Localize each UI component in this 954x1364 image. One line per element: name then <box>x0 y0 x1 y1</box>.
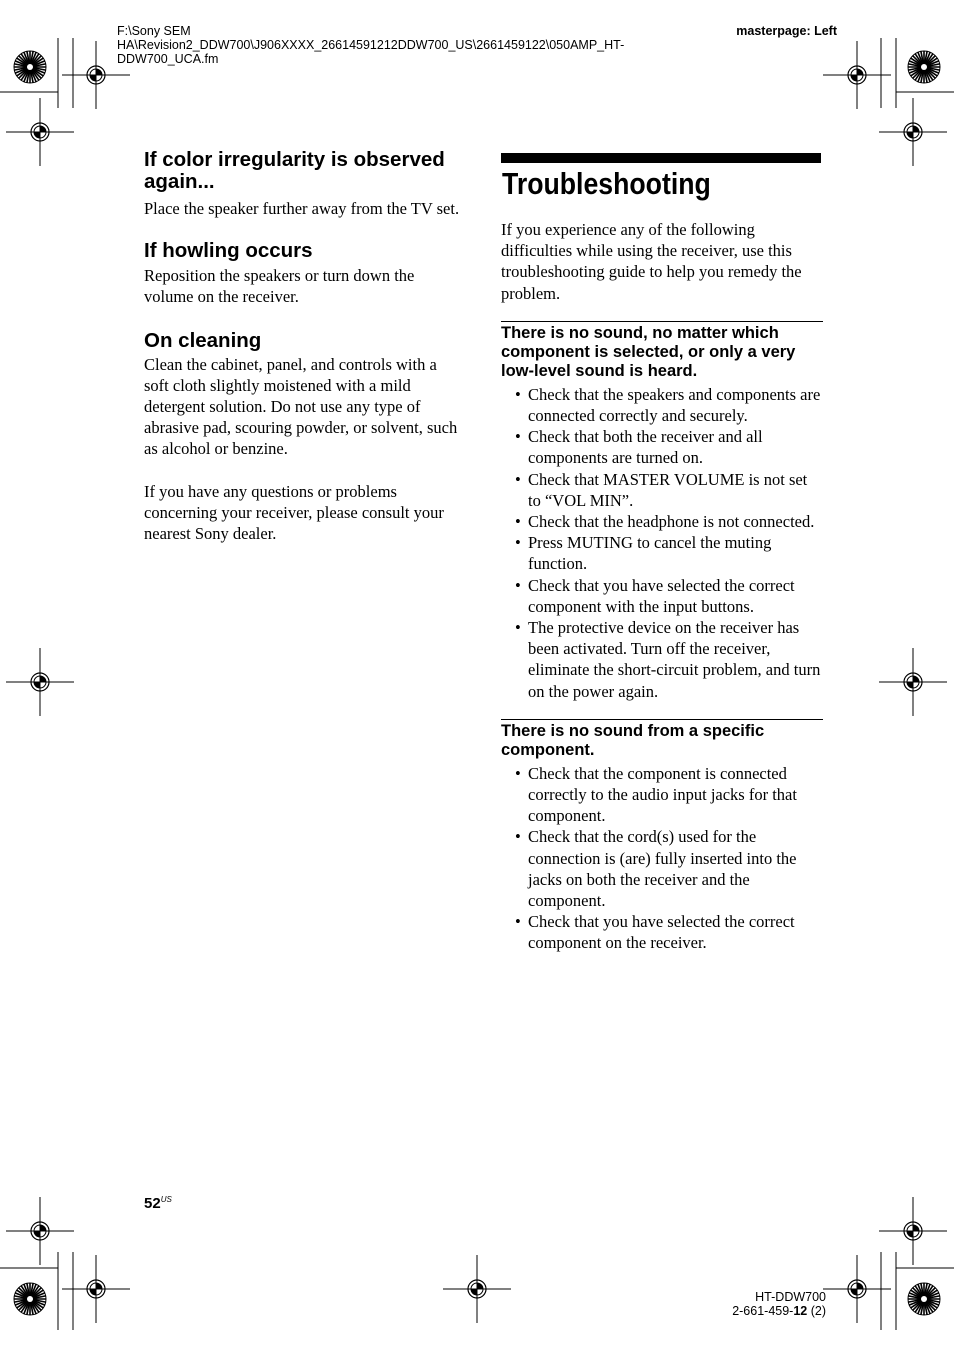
page-number: $52^{US}$ <box>144 1195 172 1212</box>
intro-paragraph: If you experience any of the following difficulties while using the receiver, use this troubleshooting guide to help you remedy the problem. <box>501 220 802 303</box>
list-item: • Check that both the receiver and all components are turned on. <box>501 426 823 468</box>
list-item: • The protective device on the receiver has been activated. Turn off the receiver, eliminate the short-circuit problem, and turn on the power again. <box>501 617 823 702</box>
left-column <box>144 149 462 544</box>
list-item: • Press MUTING to cancel the muting function. <box>501 532 823 574</box>
section-heading: On cleaning <box>144 328 262 352</box>
closing-paragraph: If you have any questions or problems concerning your receiver, please consult your nearest Sony dealer. <box>144 481 444 544</box>
right-column <box>501 219 823 954</box>
list-item: • Check that the component is connected correctly to the audio input jacks for that component. <box>501 763 823 827</box>
section-heading: If color irregularity is observed again... <box>144 148 445 193</box>
section-body: Reposition the speakers or turn down the volume on the receiver. <box>144 266 415 307</box>
section-heading: If howling occurs <box>144 239 313 263</box>
section-body: Clean the cabinet, panel, and controls with a soft cloth slightly moistened with a mild detergent solution. Do not use any type of abrasive pad, scouring powder, or solvent, such as alcohol or benzine. <box>144 354 458 459</box>
problem-block <box>501 719 823 954</box>
model-number: HT-DDW700 <box>755 1290 826 1304</box>
list-item: • Check that the headphone is not connected. <box>501 511 823 532</box>
list-item: • Check that you have selected the correct component on the receiver. <box>501 911 823 953</box>
part-code: 2-661-459-12 (2) <box>732 1304 826 1318</box>
masterpage-label: masterpage: Left <box>736 24 837 38</box>
model-info <box>732 1290 826 1318</box>
list-item: • Check that the cord(s) used for the connection is (are) fully inserted into the jacks on both the receiver and the component. <box>501 826 823 911</box>
list-item: • Check that the speakers and components are connected correctly and securely. <box>501 384 823 426</box>
check-list <box>501 763 823 954</box>
page-title: Troubleshooting <box>502 166 711 201</box>
file-path: F:\Sony SEM HA\Revision2_DDW700\J906XXXX_26614591212DDW700_US\2661459122\050AMP_HT- DDW700_UCA.fm <box>117 24 625 66</box>
section-body: Place the speaker further away from the TV set. <box>144 199 460 218</box>
problem-block <box>501 321 823 702</box>
list-item: • Check that MASTER VOLUME is not set to “VOL MIN”. <box>501 469 823 511</box>
problem-heading: There is no sound, no matter which component is selected, or only a very low-level sound is heard. <box>501 323 796 380</box>
title-bar <box>501 153 821 163</box>
list-item: • Check that you have selected the correct component with the input buttons. <box>501 575 823 617</box>
check-list <box>501 384 823 702</box>
problem-heading: There is no sound from a specific component. <box>501 721 765 759</box>
